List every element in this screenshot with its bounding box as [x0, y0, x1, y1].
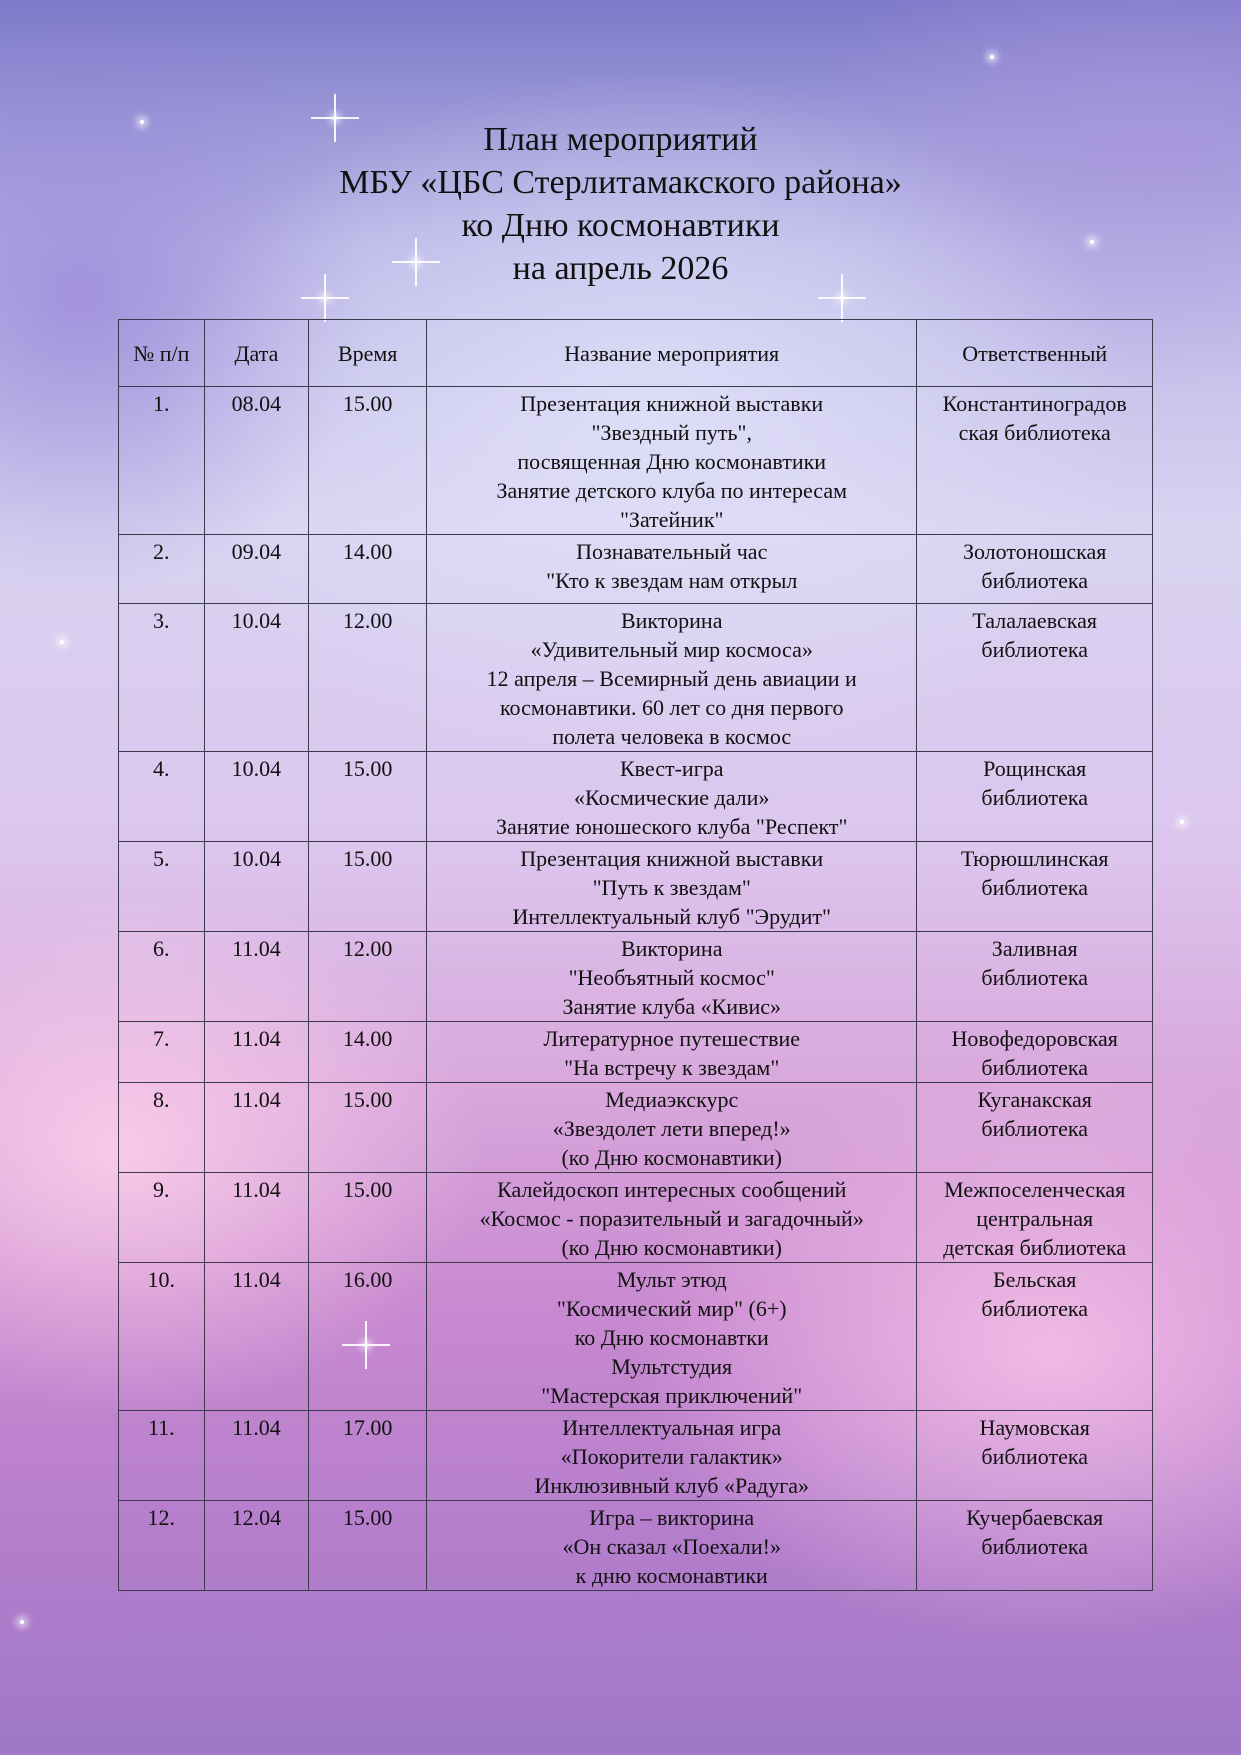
event-name-line: Калейдоскоп интересных сообщений — [497, 1177, 847, 1202]
cell-responsible — [917, 604, 1153, 752]
star-dot — [1180, 820, 1184, 824]
responsible-line: библиотека — [981, 637, 1088, 662]
event-name-line: «Звездолет лети вперед!» — [552, 1116, 791, 1141]
cell-time: 17.00 — [309, 1411, 427, 1501]
responsible-line: ская библиотека — [958, 420, 1111, 445]
cell-date: 10.04 — [204, 752, 309, 842]
responsible-line: библиотека — [981, 568, 1088, 593]
event-name-line: Интеллектуальная игра — [562, 1415, 782, 1440]
cell-num: 1. — [119, 387, 205, 535]
event-name-line: полета человека в космос — [552, 724, 792, 749]
events-table — [118, 319, 1153, 1591]
star-dot — [60, 640, 64, 644]
responsible-line: библиотека — [981, 785, 1088, 810]
responsible-line: Наумовская — [979, 1415, 1090, 1440]
table-row — [119, 1173, 1153, 1263]
cell-event-name — [427, 387, 917, 535]
event-name-line: (ко Дню космонавтики) — [561, 1235, 782, 1260]
cell-time: 14.00 — [309, 1022, 427, 1083]
responsible-line: Кучербаевская — [966, 1505, 1104, 1530]
cell-time: 12.00 — [309, 604, 427, 752]
title-line: ко Дню космонавтики — [461, 207, 780, 244]
event-name-line: Мультстудия — [611, 1354, 733, 1379]
event-name-line: "Мастерская приключений" — [541, 1383, 803, 1408]
cell-date: 11.04 — [204, 932, 309, 1022]
responsible-line: библиотека — [981, 1116, 1088, 1141]
star-dot — [20, 1620, 24, 1624]
page-title — [0, 118, 1241, 290]
responsible-line: центральная — [976, 1206, 1094, 1231]
cell-num: 9. — [119, 1173, 205, 1263]
cell-event-name — [427, 1173, 917, 1263]
cell-event-name — [427, 932, 917, 1022]
cell-date: 11.04 — [204, 1411, 309, 1501]
event-name-line: "Путь к звездам" — [592, 875, 751, 900]
event-name-line: Презентация книжной выставки — [520, 846, 824, 871]
event-name-line: Мульт этюд — [616, 1267, 727, 1292]
responsible-line: Константиноградов — [942, 391, 1127, 416]
table-row — [119, 752, 1153, 842]
cell-date: 11.04 — [204, 1022, 309, 1083]
cell-responsible — [917, 842, 1153, 932]
cell-date: 10.04 — [204, 842, 309, 932]
event-name-line: Занятие клуба «Кивис» — [562, 994, 781, 1019]
table-row — [119, 604, 1153, 752]
header-name: Название мероприятия — [427, 320, 917, 387]
header-date: Дата — [204, 320, 309, 387]
cell-time: 16.00 — [309, 1263, 427, 1411]
cell-responsible — [917, 1501, 1153, 1591]
table-row — [119, 842, 1153, 932]
header-responsible: Ответственный — [917, 320, 1153, 387]
event-name-line: Литературное путешествие — [543, 1026, 801, 1051]
responsible-line: Золотоношская — [962, 539, 1107, 564]
event-name-line: (ко Дню космонавтики) — [561, 1145, 782, 1170]
responsible-line: детская библиотека — [943, 1235, 1127, 1260]
cell-num: 6. — [119, 932, 205, 1022]
cell-time: 15.00 — [309, 842, 427, 932]
cell-responsible — [917, 387, 1153, 535]
header-num: № п/п — [119, 320, 205, 387]
cell-date: 12.04 — [204, 1501, 309, 1591]
table-row — [119, 535, 1153, 604]
table-row — [119, 1263, 1153, 1411]
cell-event-name — [427, 1083, 917, 1173]
cell-time: 12.00 — [309, 932, 427, 1022]
responsible-line: Заливная — [991, 936, 1078, 961]
responsible-line: Талалаевская — [972, 608, 1097, 633]
table-row — [119, 1083, 1153, 1173]
cell-date: 11.04 — [204, 1263, 309, 1411]
event-name-line: Викторина — [620, 936, 723, 961]
event-name-line: к дню космонавтики — [575, 1563, 768, 1588]
star-dot — [990, 55, 994, 59]
event-name-line: "Кто к звездам нам открыл — [546, 568, 798, 593]
event-name-line: Презентация книжной выставки — [520, 391, 824, 416]
event-name-line: ко Дню космонавтки — [574, 1325, 769, 1350]
cell-event-name — [427, 752, 917, 842]
title-line: на апрель 2026 — [512, 250, 729, 287]
responsible-line: библиотека — [981, 1296, 1088, 1321]
star-sparkle — [323, 296, 327, 300]
cell-time: 15.00 — [309, 752, 427, 842]
cell-event-name — [427, 535, 917, 604]
cell-event-name — [427, 604, 917, 752]
cell-time: 15.00 — [309, 387, 427, 535]
responsible-line: библиотека — [981, 875, 1088, 900]
cell-time: 15.00 — [309, 1083, 427, 1173]
cell-num: 12. — [119, 1501, 205, 1591]
cell-responsible — [917, 932, 1153, 1022]
star-sparkle — [840, 296, 844, 300]
cell-time: 15.00 — [309, 1501, 427, 1591]
cell-event-name — [427, 842, 917, 932]
event-name-line: Занятие детского клуба по интересам — [496, 478, 848, 503]
cell-time: 15.00 — [309, 1173, 427, 1263]
cell-responsible — [917, 1022, 1153, 1083]
cell-num: 10. — [119, 1263, 205, 1411]
event-name-line: «Космос - поразительный и загадочный» — [479, 1206, 864, 1231]
event-name-line: Медиаэкскурс — [605, 1087, 739, 1112]
cell-num: 4. — [119, 752, 205, 842]
event-name-line: «Космические дали» — [574, 785, 770, 810]
event-name-line: посвященная Дню космонавтики — [517, 449, 827, 474]
event-name-line: Игра – викторина — [589, 1505, 755, 1530]
table-row — [119, 387, 1153, 535]
title-line: МБУ «ЦБС Стерлитамакского района» — [339, 164, 902, 201]
cell-date: 11.04 — [204, 1173, 309, 1263]
event-name-line: "Звездный путь", — [591, 420, 752, 445]
event-name-line: "Космический мир" (6+) — [556, 1296, 787, 1321]
table-row — [119, 1411, 1153, 1501]
cell-responsible — [917, 1411, 1153, 1501]
cell-responsible — [917, 1083, 1153, 1173]
table-row — [119, 932, 1153, 1022]
cell-responsible — [917, 535, 1153, 604]
cell-date: 11.04 — [204, 1083, 309, 1173]
cell-date: 09.04 — [204, 535, 309, 604]
event-name-line: Инклюзивный клуб «Радуга» — [534, 1473, 809, 1498]
responsible-line: библиотека — [981, 1444, 1088, 1469]
responsible-line: библиотека — [981, 1055, 1088, 1080]
cell-num: 3. — [119, 604, 205, 752]
cell-time: 14.00 — [309, 535, 427, 604]
table-body — [119, 387, 1153, 1591]
event-name-line: "Необъятный космос" — [568, 965, 775, 990]
event-name-line: 12 апреля – Всемирный день авиации и — [486, 666, 857, 691]
table-header-row — [119, 320, 1153, 387]
cell-event-name — [427, 1263, 917, 1411]
responsible-line: Рощинская — [983, 756, 1087, 781]
cell-num: 11. — [119, 1411, 205, 1501]
cell-num: 5. — [119, 842, 205, 932]
cell-event-name — [427, 1501, 917, 1591]
event-name-line: Интеллектуальный клуб "Эрудит" — [512, 904, 831, 929]
event-name-line: «Покорители галактик» — [560, 1444, 783, 1469]
cell-responsible — [917, 1263, 1153, 1411]
cell-responsible — [917, 1173, 1153, 1263]
responsible-line: библиотека — [981, 1534, 1088, 1559]
cell-event-name — [427, 1022, 917, 1083]
event-name-line: космонавтики. 60 лет со дня первого — [499, 695, 844, 720]
event-name-line: "На встречу к звездам" — [564, 1055, 780, 1080]
event-name-line: Викторина — [620, 608, 723, 633]
responsible-line: библиотека — [981, 965, 1088, 990]
cell-date: 08.04 — [204, 387, 309, 535]
event-name-line: "Затейник" — [619, 507, 724, 532]
responsible-line: Бельская — [992, 1267, 1077, 1292]
cell-event-name — [427, 1411, 917, 1501]
cell-date: 10.04 — [204, 604, 309, 752]
responsible-line: Межпоселенческая — [944, 1177, 1126, 1202]
event-name-line: «Он сказал «Поехали!» — [562, 1534, 782, 1559]
responsible-line: Куганакская — [977, 1087, 1092, 1112]
cell-num: 8. — [119, 1083, 205, 1173]
cell-num: 7. — [119, 1022, 205, 1083]
event-name-line: Познавательный час — [576, 539, 768, 564]
responsible-line: Тюрюшлинская — [960, 846, 1109, 871]
event-name-line: Занятие юношеского клуба "Респект" — [495, 814, 848, 839]
event-name-line: Квест-игра — [619, 756, 724, 781]
cell-num: 2. — [119, 535, 205, 604]
event-name-line: «Удивительный мир космоса» — [530, 637, 813, 662]
cell-responsible — [917, 752, 1153, 842]
table-row — [119, 1501, 1153, 1591]
header-time: Время — [309, 320, 427, 387]
responsible-line: Новофедоровская — [951, 1026, 1118, 1051]
title-line: План мероприятий — [483, 121, 758, 158]
table-row — [119, 1022, 1153, 1083]
